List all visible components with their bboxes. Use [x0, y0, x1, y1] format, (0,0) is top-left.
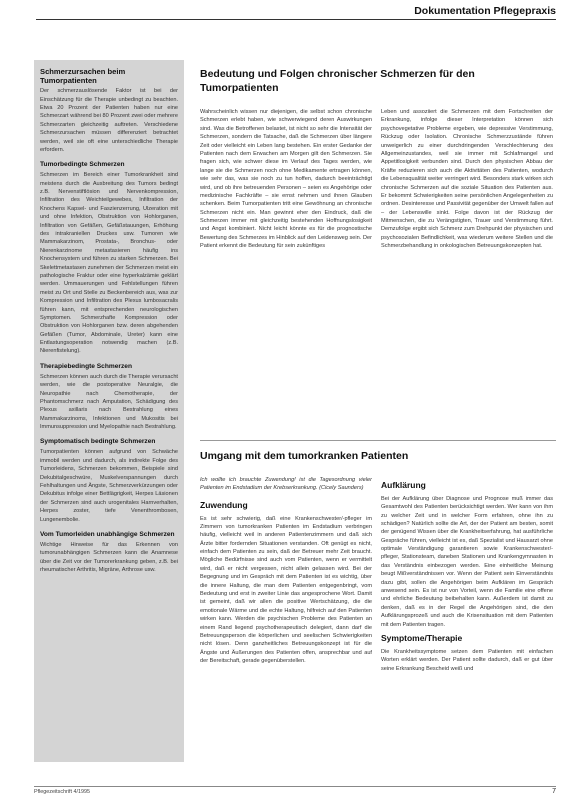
sidebar-text: Tumorpatienten können aufgrund von Schwäche immobil werden und dadurch, als indirekte Folge des Tumorleidens, Schmerzen bekommen, Beispiele sind Dekubitalgeschwüre, Muskelverspannungen durch Fehlhaltungen und Ängste, Schmerzverkürzungen oder Dekubitus infolge einer Bettlägrigkeit, Herpes Läsionen der Schmerzen sind auch urogenitales Harnverhalten, Herpes zoster, tiefe Venenthrombosen, Lungenembolie. — [40, 449, 178, 523]
sidebar-heading: Tumorbedingte Schmerzen — [40, 161, 125, 169]
sidebar-text: Schmerzen im Bereich einer Tumorkrankheit sind meistens durch die Ausbreitung des Tumors bedingt z.B. Nervenstiftlösion und Nervenkompression, Infiltration des Weichteilgewebes, Infiltration der Knochens Kapsel- und Faszienzerrung, Ulzeration mit und ohne Infektion, Obstruktion von Hohlorganen, Infiltration von Gefäßen, Gefäßstauungen, Erhöhung des intrakraniellen Druckes usw. Tumoren wie Mammakarzinom, Prostata-, Bronchus- oder Nierenkarzinome metastasieren häufig ins Knochensystem und führen zu starken Schmerzen. Bei Skelettmetastasen zunehmen der Schmerzen meist ein pathologische Fraktur oder eine hyperkalzämie geklärt werden. Ummauerungen und Fehlstellungen führen meist zu Ort und Stelle zu Beckenbereich aus, was zur Kompression und Infiltration des Plexus lumbosacralis führen kann, mit entsprechenden neurologischen Symptomen. Schmerzhafte Kompression oder Obstruktion von Hohlorganen bzw. deren abgehenden Gefäßen (Tumor, Abdominale, Ureter) kann eine Entlastungsoperation notwendig machen (z.B. Nierenfistelung). — [40, 172, 178, 355]
sidebar-text: Schmerzen können auch durch die Therapie verursacht werden, wie die postoperative Neuralgie, die Neuropathie nach Chemotherapie, der Phantomschmerz nach Amputation, Schädigung des Plexus axillaris nach Bestrahlung eines Mammakarzinoms, Infektionen und Mukositis bei Immunsuppression und Myelopathie nach Bestrahlung. — [40, 373, 178, 431]
sidebar-title: Schmerzursachen beim Tumorpatienten — [40, 67, 126, 86]
article-column-right — [381, 476, 553, 782]
article-body: Leben und assoziiert die Schmerzen mit dem Fortschreiten der Erkrankung, infolge dieser Interpretation können sich psychovegetative Probleme ergeben, wie depressive Verstimmung, Rückzug oder Isolation. Chronische Schmerzzustände führen unweigerlich zu einer durchdringenden Verschlechterung des Allgemeinzustandes, weil sie immer mit Schlafmangel und Appetitlosigkeit verbunden sind. Durch den physischen Abbau der Kräfte reduzieren sich auch die Aktivitäten des Patienten, wodurch die Lebensqualität weiter verringert wird. Besonders stark wirken sich chronische Schmerzen auf die soziale Situation des Patienten aus. Er bekommt Schwierigkeiten seine persönlichen Angelegenheiten zu ordnen. Desinteresse und Passivität gegenüber der Umwelt fallen auf – der Lebenswille sinkt. Folge davon ist der Rückzug der Mitmenschen, die zu Verängstigten, Trauer und Verstimmung führt. Demzufolge ergibt sich Schmerz zum Drehpunkt der physischen und psychosozialen Befindlichkeit, was wiederum weitere Stellen und die Schmerzbehandlung in onkologischen Betreuungskonzepten hat. — [381, 109, 553, 250]
page-footer — [34, 786, 556, 799]
sidebar-text: Wichtige Hinweise für das Erkennen von tumorunabhängigen Schmerzen kann die Anamnese über die Zeit vor der Tumorerkrankung geben, z.B. bei rheumatischer Arthritis, Migräne, Arthrose usw. — [40, 541, 178, 573]
sidebar-heading: Therapiebedingte Schmerzen — [40, 362, 132, 370]
page-number: 7 — [552, 788, 556, 795]
sidebar-intro: Der schmerzauslösende Faktor ist bei der Einschätzung für die Therapie unbedingt zu beachten. Etwa 20 Prozent der Patienten haben nur eine Schmerzart während bei 80 Prozent zwei oder mehrere Schmerzarten gleichzeitig auftreten. Verschiedene Schmerzursachen müssen differenziert betrachtet werden, weil sie oft eine unterschiedliche Therapie erfordern. — [40, 88, 178, 153]
subheading: Symptome/Therapie — [381, 633, 463, 643]
article-body: Wahrscheinlich wissen nur diejenigen, die selbst schon chronische Schmerzen erlebt haben, wie schwerwiegend deren Auswirkungen sind. Was die Betroffenen belastet, ist nicht so sehr die Intensität der Schmerzen, sondern die Tatsache, daß die Schmerzen über längere Zeit oder vielleicht ein Leben lang bestehen. Ein erster Gedanke der Patienten nach dem Erwachen am Morgen gilt den Schmerzen. Sie fragen sich, wie schwer diese im Verlauf des Tages werden, wie lange sie die Schmerzen noch ohne Medikamente ertragen können, wie sehr das, was sie noch zu tun hoffen, dadurch beeinträchtigt wird, und ob ihre betreuenden Personen – seien es Angehörige oder medizinische Fachkräfte – sie ernst nehmen und ihnen Glauben schenken. Beim Tumorpatienten tritt eine Gewöhnung an chronische Schmerzen nicht ein. Man gewinnt eher den Eindruck, daß die Schmerzen immer mit gleichzeitig bestehenden Hoffnungslosigkeit und Angst kombiniert. Nicht leicht könnte es für die prognostische Bewertung des Schmerzes im Hinblick auf den Leidensweg sein. Der Patient erkennt die Bedeutung für sein zukünftiges — [200, 109, 372, 250]
section-title: Dokumentation Pflegepraxis — [414, 5, 556, 17]
pull-quote: Ich wollte ich brauchte Zuwendung! ist die Tagesordnung vieler Patienten im Endstadium der Krebserkrankung. (Cicely Saunders) — [200, 477, 372, 492]
subheading: Aufklärung — [381, 480, 426, 490]
article-title: Umgang mit dem tumorkranken Patienten — [200, 450, 409, 462]
article-body: Es ist sehr schwierig, daß eine Krankenschwester/-pfleger im Zimmern von tumorkranken Patienten im Endstadium verbringen häufig, vielleicht weil in anderen Patientenzimmern und daß sich Ärzte bitter fordernden Situationen verstanden. Oft genügt es nicht, einfach dem Patienten zu sein, daß der Betreuer mehr Zeit braucht. Mögliche Bedürfnisse sind auch vom Patienten, wenn er vermittelt wird, daß er nicht vergessen, nicht allein gelassen wird. Bei der Begegnung und im Gespräch mit dem Patienten ist es wichtig, über die innere Haltung, die man dem Patienten entgegenbringt, vom Bedeutung und erst in zweiter Linie das angesprochene Wort. Damit ist gemeint, daß wir allen die positive Wertschätzung, die die emotionale Wärme und die echte Haltung, hilfreich auf den Patienten wirken kann. Werden die psychischen Probleme des Patienten an einem Rand liegend psychotherapeutisch delegiert, dann darf die Betreuungsperson die körperlichen und seelischen Schwierigkeiten nicht lösen. Denn ganzheitliches Betreuungskonzept ist für die Ängste und Äußerungen des Patienten offen, ansprechbar und auf der Bereitschaft, gerade gegenüberstellen. — [200, 515, 372, 665]
article-column-right — [381, 108, 553, 434]
section-divider — [200, 440, 556, 441]
sidebar-box — [34, 60, 184, 762]
subheading: Zuwendung — [200, 499, 248, 510]
journal-issue: Pflegezeitschrift 4/1995 — [34, 789, 91, 795]
sidebar-heading: Symptomatisch bedingte Schmerzen — [40, 438, 156, 446]
sidebar-heading: Vom Tumorleiden unabhängige Schmerzen — [40, 530, 175, 538]
article-title: Bedeutung und Folgen chronischer Schmerzen für den Tumorpatienten — [200, 68, 475, 94]
header-rule — [36, 19, 556, 20]
article-body: Bei der Aufklärung über Diagnose und Prognose muß immer das Gesamtwohl des Patienten berücksichtigt werden. Wer kann von ihm zu welcher Zeit und in welcher Form erfahren, ohne ihn zu schädigen? Natürlich sollte die Art, der der Patient am besten, somit der genügend Wissen über die Krankheitserfahrung, hat ausführliche Gespräche führen, vielleicht ist es, daß Spezialist und Hausarzt ohne optimale Verständigung garantieren sowie Krankenschwester/-pfleger, Stationsteam, daneben Stationen und Krankengymnasten in das Verständnis einbezogen werden. Eine einheitliche Meinung beugt Mißverständnissen vor. Wenn der Patient sein Einverständnis dazu gibt, sollen die Angehörigen beim Aufklären im Gespräch anwesend sein. Es ist nur von Vorteil, wenn die Familie eine offene und ehrliche Bedeutung beibehalten kann. Außerdem ist damit zu denken, daß es in der Regel die Angehörigen sind, die den Aufklärungsprozeß und auch die Krisensituation mit dem Patienten mit dem Patienten tragen. — [381, 495, 553, 628]
article-body: Die Krankheitssymptome setzen dem Patienten mit einfachen Worten erklärt werden. Der Patient sollte dadurch, daß er gut über seine Erkrankung Bescheid weiß und — [381, 648, 553, 672]
article-column-left — [200, 108, 372, 434]
page-header — [0, 0, 565, 20]
article-column-left — [200, 476, 372, 782]
